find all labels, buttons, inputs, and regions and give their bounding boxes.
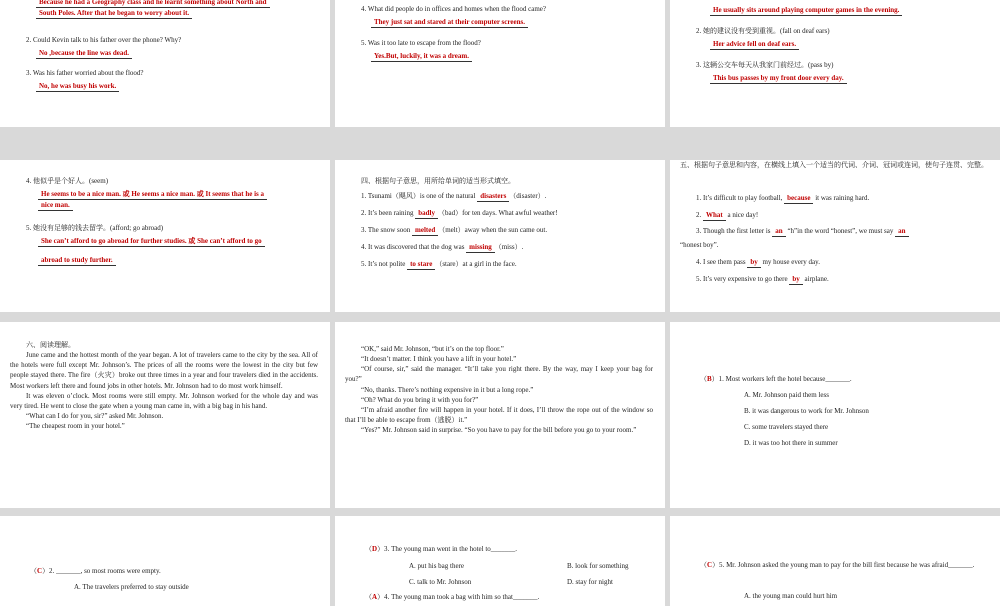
mc-1-option-d: D. it was too hot there in summer [744, 439, 838, 447]
mc-3-option-d: D. stay for night [567, 578, 613, 586]
slide-word-forms [335, 160, 665, 312]
section-5-title: 五、根据句子意思和内容，在横线上填入一个适当的代词、介词、冠词或连词，使句子连贯、完整。 [680, 161, 988, 169]
mc-5-option-a: A. the young man could hurt him [744, 592, 838, 600]
slide-question-1 [670, 322, 1000, 508]
blank-item-2: 2. It’s been raining badly （bad）for ten days. What awful weather! [361, 208, 558, 219]
translation-answer-5: She can’t afford to go abroad for further studies. 或 She can’t afford to go [38, 236, 265, 247]
fill-answer-3a: an [772, 226, 785, 237]
question-4: 4. What did people do in offices and homes when the flood came? [361, 5, 546, 13]
passage-paragraph-5: “OK,” said Mr. Johnson, “but it’s on the top floor.” [361, 345, 504, 353]
blank-answer-3: melted [412, 225, 438, 236]
mc-question-4: （A）4. The young man took a bag with him so that_______. [365, 593, 540, 601]
slide-translation-1 [670, 0, 1000, 127]
blank-answer-2: badly [415, 208, 438, 219]
blank-item-1: 1. Tsunami（飓风）is one of the natural disasters （disaster）. [361, 191, 546, 202]
translation-answer-4-cont: nice man. [38, 200, 73, 211]
fill-item-2: 2. What a nice day! [696, 210, 758, 221]
slide-q-answers-1 [0, 0, 330, 127]
blank-item-3: 3. The snow soon melted （melt）away when the sun came out. [361, 225, 547, 236]
answer-4: They just sat and stared at their computer screens. [371, 17, 528, 28]
answer-5: Yes.But, luckily, it was a dream. [371, 51, 472, 62]
fill-answer-2: What [703, 210, 726, 221]
translation-question-2: 2. 她的建议没有受到重视。(fall on deaf ears) [696, 27, 830, 35]
mc-1-option-a: A. Mr. Johnson paid them less [744, 391, 829, 399]
mc-question-2: （C）2. _______, so most rooms were empty. [30, 567, 161, 575]
fill-answer-1: because [784, 193, 813, 204]
answer-3: No, he was busy his work. [36, 81, 119, 92]
slide-question-2 [0, 516, 330, 606]
question-2: 2. Could Kevin talk to his father over the phone? Why? [26, 36, 182, 44]
passage-paragraph-3: “What can I do for you, sir?” asked Mr. Johnson. [26, 411, 164, 420]
passage-paragraph-1: June came and the hottest month of the year began. A lot of travelers came to the city by the sea. All of the hotels were full except Mr. Johnson’s. The prices of all the rooms were the lowest in the city but few people stayed there. The fire（火灾）broke out three times in a year and four travelers died in the accidents. Most workers left there and found jobs in other hotels. Mr. Johnson had to do most work himself. [10, 351, 318, 390]
mc-answer-1: B [707, 375, 712, 383]
translation-answer-4: He seems to be a nice man. 或 He seems a nice man. 或 It seems that he is a [38, 189, 267, 200]
fill-answer-4: by [747, 257, 760, 268]
mc-question-3: （D）3. The young man went in the hotel to_______. [365, 545, 518, 553]
slide-function-words [670, 160, 1000, 312]
answer-2: No ,because the line was dead. [36, 48, 132, 59]
fill-answer-3b: an [895, 226, 908, 237]
blank-answer-4: missing [466, 242, 495, 253]
translation-question-4: 4. 他似乎是个好人。(seem) [26, 177, 109, 185]
section-6-title: 六、阅读理解。 [26, 341, 75, 349]
question-5: 5. Was it too late to escape from the flood? [361, 39, 481, 47]
slide-translation-2 [0, 160, 330, 312]
fill-item-1: 1. It’s difficult to play football, because it was raining hard. [696, 193, 869, 204]
mc-answer-2: C [37, 567, 43, 575]
mc-3-option-a: A. put his bag there [409, 562, 465, 570]
translation-question-5: 5. 她没有足够的钱去留学。(afford; go abroad) [26, 224, 164, 232]
section-4-title: 四、根据句子意思，用所给单词的适当形式填空。 [361, 177, 515, 185]
question-3: 3. Was his father worried about the flood? [26, 69, 144, 77]
passage-paragraph-4: “The cheapest room in your hotel.” [26, 422, 125, 431]
mc-3-option-b: B. look for something [567, 562, 629, 570]
blank-answer-1: disasters [477, 191, 509, 202]
mc-answer-5: C [707, 561, 713, 569]
mc-question-5: （C）5. Mr. Johnson asked the young man to pay for the bill first because he was afraid_______. [700, 561, 975, 569]
passage-paragraph-9: “Oh? What do you bring it with you for?” [361, 395, 479, 404]
slide-question-3-4 [335, 516, 665, 606]
translation-answer-1: He usually sits around playing computer games in the evening. [710, 5, 902, 16]
slide-question-5 [670, 516, 1000, 606]
mc-question-1: （B）1. Most workers left the hotel because_______. [700, 375, 852, 383]
translation-question-3: 3. 这辆公交车每天从我家门前经过。(pass by) [696, 61, 834, 69]
mc-answer-3: D [372, 545, 378, 553]
passage-paragraph-8: “No, thanks. There’s nothing expensive in it but a long rope.” [361, 385, 534, 394]
slide-reading-passage-2 [335, 322, 665, 508]
fill-answer-5: by [789, 274, 802, 285]
blank-item-5: 5. It’s not polite to stare （stare）at a girl in the face. [361, 259, 517, 270]
blank-answer-5: to stare [407, 259, 435, 270]
slide-q-answers-2 [335, 0, 665, 127]
passage-paragraph-11: “Yes?” Mr. Johnson said in surprise. “So you have to pay for the bill before you go to your room.” [361, 426, 637, 435]
passage-paragraph-6: “It doesn’t matter. I think you have a lift in your hotel.” [361, 355, 517, 364]
mc-3-option-c: C. talk to Mr. Johnson [409, 578, 472, 586]
answer-1: Because he had a Geography class and he learnt something about North and [36, 0, 270, 8]
translation-answer-2: Her advice fell on deaf ears. [710, 39, 799, 50]
fill-item-3: 3. Though the first letter is an “h”in the word “honest”, we must say an [696, 226, 996, 237]
mc-answer-4: A [372, 593, 378, 601]
mc-2-option-a: A. The travelers preferred to stay outside [74, 583, 189, 591]
passage-paragraph-7: “Of course, sir,” said the manager. “It’ll take you right there. By the way, may I keep your bag for you?” [345, 365, 653, 384]
translation-answer-3: This bus passes by my front door every day. [710, 73, 847, 84]
translation-answer-5-cont: abroad to study further. [38, 255, 116, 266]
slide-reading-passage-1 [0, 322, 330, 508]
blank-item-4: 4. It was discovered that the dog was missing （miss）. [361, 242, 523, 253]
passage-paragraph-2: It was eleven o’clock. Most rooms were still empty. Mr. Johnson worked for the whole day and was very tired. He went to close the gate when a young man came in, with a big bag in his hand. [10, 391, 318, 410]
fill-item-3-cont: “honest boy”. [680, 241, 719, 249]
fill-item-5: 5. It’s very expensive to go there by airplane. [696, 274, 829, 285]
mc-1-option-c: C. some travelers stayed there [744, 423, 829, 431]
mc-1-option-b: B. it was dangerous to work for Mr. Johnson [744, 407, 869, 415]
answer-1-cont: South Poles. After that he began to worry about it. [36, 8, 192, 19]
fill-item-4: 4. I see them pass by my house every day. [696, 257, 820, 268]
passage-paragraph-10: “I’m afraid another fire will happen in your hotel. If it does, I’ll throw the rope out of the window so that I’ll be able to escape from（逃脱）it.” [345, 405, 653, 424]
